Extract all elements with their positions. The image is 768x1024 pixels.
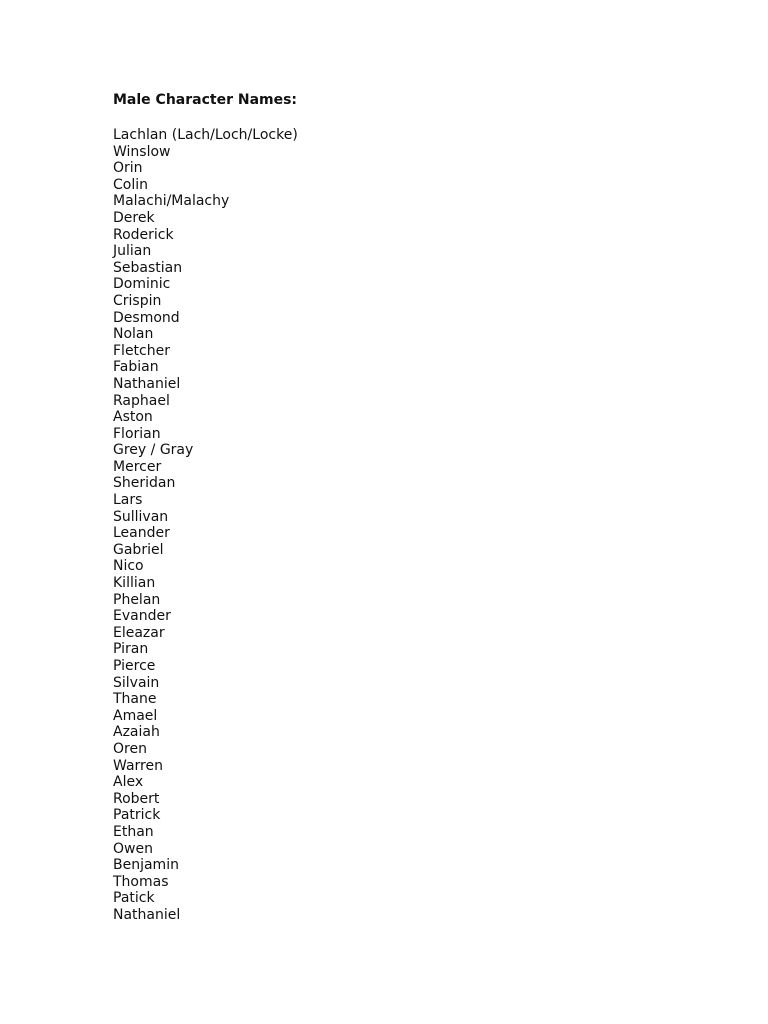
list-item: Fabian (113, 359, 159, 376)
list-item: Malachi/Malachy (113, 193, 230, 210)
list-item: Aston (113, 409, 153, 426)
list-item: Silvain (113, 674, 160, 691)
list-item: Sullivan (113, 508, 169, 525)
list-item: Winslow (113, 143, 171, 160)
list-item: Desmond (113, 309, 180, 326)
list-item: Nico (113, 558, 144, 575)
list-item: Thane (113, 691, 157, 708)
list-item: Ethan (113, 823, 154, 840)
list-item: Crispin (113, 292, 162, 309)
list-item: Phelan (113, 591, 161, 608)
list-item: Owen (113, 840, 153, 857)
list-item: Nolan (113, 326, 154, 343)
list-item: Mercer (113, 458, 162, 475)
list-item: Alex (113, 774, 144, 791)
list-item: Thomas (113, 873, 169, 890)
list-item: Warren (113, 757, 163, 774)
list-item: Pierce (113, 658, 156, 674)
list-item: Lachlan (Lach/Loch/Locke) (113, 127, 298, 143)
document-title: Male Character Names: (113, 92, 298, 108)
list-item: Nathaniel (113, 906, 181, 923)
list-item: Benjamin (113, 857, 179, 874)
list-item: Killian (113, 575, 156, 592)
list-item: Florian (113, 425, 161, 442)
list-item: Patrick (113, 807, 161, 824)
list-item: Roderick (113, 226, 174, 243)
list-item: Nathaniel (113, 375, 181, 392)
list-item: Derek (113, 209, 155, 226)
list-item: Fletcher (113, 342, 170, 359)
list-item: Piran (113, 641, 149, 658)
list-item: Colin (113, 176, 148, 193)
list-item: Robert (113, 790, 160, 807)
list-item: Evander (113, 608, 171, 625)
name-list (113, 127, 298, 924)
list-item: Leander (113, 525, 170, 542)
list-item: Raphael (113, 392, 170, 409)
list-item: Lars (113, 492, 143, 509)
list-item: Azaiah (113, 724, 160, 741)
list-item: Julian (113, 243, 152, 260)
list-item: Grey / Gray (113, 442, 194, 459)
list-item: Eleazar (113, 624, 165, 641)
list-item: Oren (113, 740, 147, 757)
list-item: Amael (113, 707, 158, 724)
list-item: Patick (113, 890, 155, 907)
list-item: Sheridan (113, 475, 176, 492)
list-item: Dominic (113, 276, 171, 293)
list-item: Sebastian (113, 259, 183, 276)
list-item: Gabriel (113, 541, 164, 558)
list-item: Orin (113, 160, 143, 177)
